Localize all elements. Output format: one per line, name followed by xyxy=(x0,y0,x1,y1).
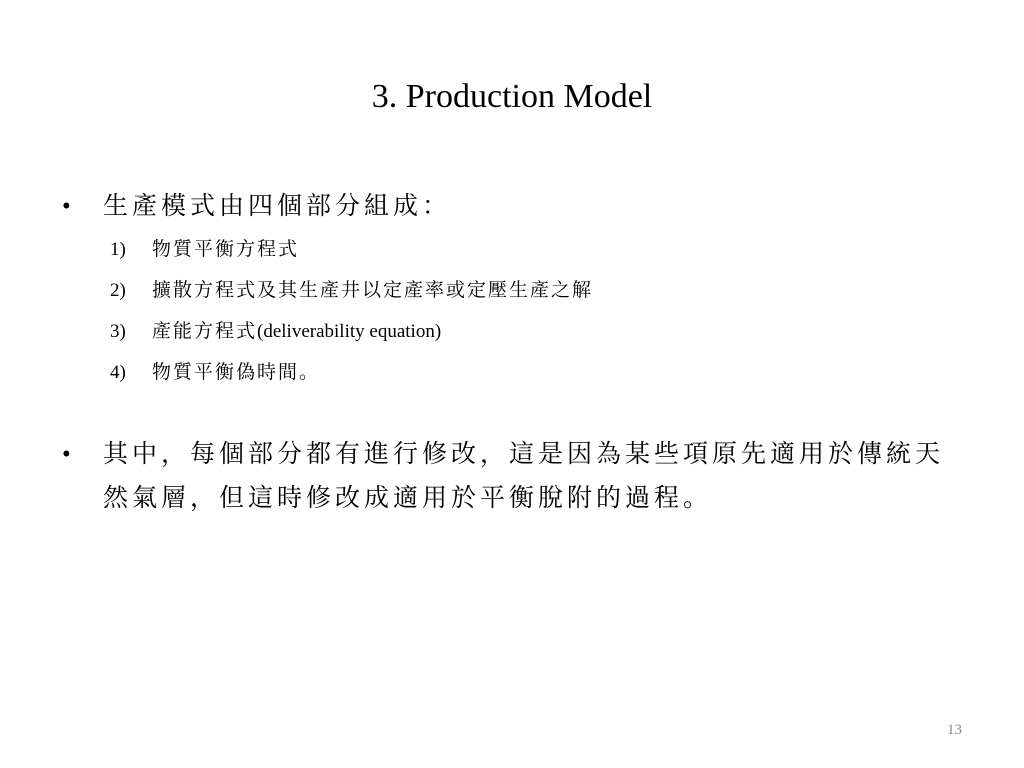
list-item xyxy=(110,270,968,311)
list-item xyxy=(110,311,968,352)
bullet-marker: • xyxy=(62,441,71,468)
list-item-text: 物質平衡方程式 xyxy=(152,239,300,260)
bullet-text: 其中，每個部分都有進行修改，這是因為某些項原先適用於傳統天然氣層，但這時修改成適用於平衡脫附的過程。 xyxy=(103,441,945,512)
list-item xyxy=(110,229,968,270)
list-item-number: 3) xyxy=(110,321,126,342)
page-number: 13 xyxy=(947,722,962,738)
slide-content xyxy=(58,185,968,521)
list-item xyxy=(110,352,968,393)
list-item-number: 2) xyxy=(110,280,126,301)
list-item-text: 產能方程式 xyxy=(152,321,258,342)
sub-list xyxy=(58,229,968,393)
list-item-text: 物質平衡偽時間。 xyxy=(152,362,321,383)
list-item-number: 4) xyxy=(110,362,126,383)
list-item-text: 擴散方程式及其生產井以定產率或定壓生產之解 xyxy=(152,280,594,301)
bullet-text: 生產模式由四個部分組成： xyxy=(103,193,452,220)
slide-title: 3. Production Model xyxy=(371,78,653,115)
bullet-item xyxy=(58,433,968,521)
bullet-marker: • xyxy=(62,193,71,220)
list-item-number: 1) xyxy=(110,239,126,260)
list-item-suffix: (deliverability equation) xyxy=(257,321,442,342)
bullet-item xyxy=(58,185,968,229)
